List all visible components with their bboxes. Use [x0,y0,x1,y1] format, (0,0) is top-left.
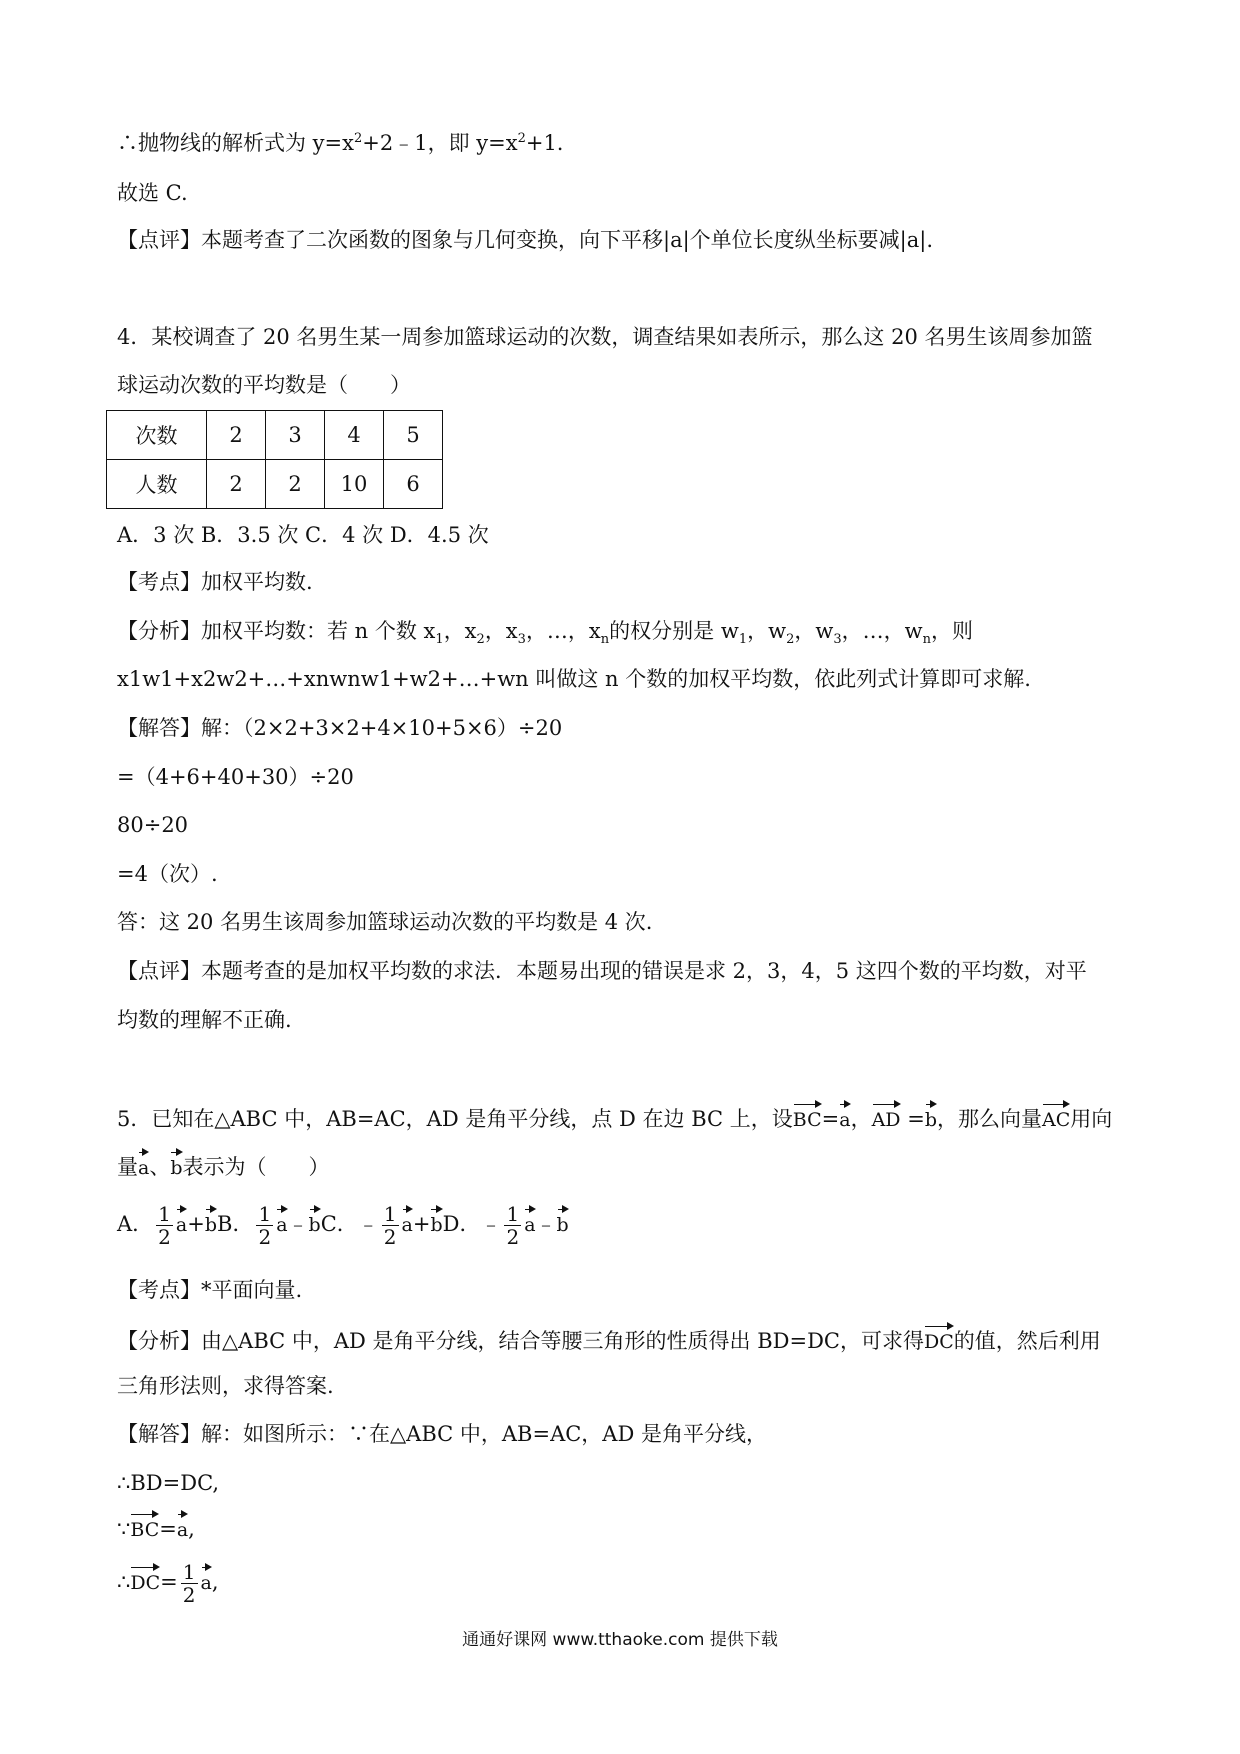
table-cell: 2 [207,460,266,509]
vector-a: a [524,1205,535,1235]
vector-b: b [557,1205,569,1235]
vector-bc: BC [793,1100,822,1130]
vector-bc: BC [130,1510,159,1540]
fraction-half: $\frac{1}{2}$ [182,1560,196,1607]
vector-a: a [402,1205,413,1235]
q5-fenxi-line2: 三角形法则，求得答案. [117,1374,334,1398]
vector-b: b [430,1205,442,1235]
q4-jieda-line3: 80÷20 [117,813,189,837]
vector-ac: AC [1042,1100,1070,1130]
q4-jieda-line4: =4（次）. [117,862,218,886]
q5-jieda-line4: ∴DC= $\frac{1}{2}$ a, [117,1560,219,1607]
q4-comment-line1: 【点评】本题考查的是加权平均数的求法．本题易出现的错误是求 2，3，4，5 这四个数的平均数，对平 [117,959,1087,983]
table-cell: 2 [207,411,266,460]
q4-jieda-line1: 【解答】解：（2×2+3×2+4×10+5×6）÷20 [117,716,563,740]
q5-stem-line1: 5．已知在△ABC 中，AB=AC，AD 是角平分线，点 D 在边 BC 上，设BC=a，AD =b，那么向量AC用向 [117,1100,1112,1134]
table-cell: 3 [266,411,325,460]
q4-answer: 答：这 20 名男生该周参加篮球运动次数的平均数是 4 次. [117,910,653,934]
fraction-half: $\frac{1}{2}$ [158,1202,171,1249]
vector-b: b [170,1148,182,1178]
q4-comment-line2: 均数的理解不正确. [117,1008,292,1032]
table-cell: 次数 [107,411,207,460]
q4-stem-line2: 球运动次数的平均数是（ ） [117,373,411,397]
q5-jieda-line3: ∵BC=a, [117,1510,195,1544]
vector-b: b [205,1205,217,1235]
table-cell: 人数 [107,460,207,509]
q4-options: A．3 次 B．3.5 次 C．4 次 D．4.5 次 [117,523,489,547]
q4-fenxi-line1: 【分析】加权平均数：若 n 个数 $x_1$，$x_2$，$x_3$，…，$x_n$的权分别是 $w_1$，$w_2$，$w_3$，…，$w_n$，则 [117,619,973,648]
vector-b: b [309,1205,321,1235]
q5-kaodian: 【考点】*平面向量. [117,1278,303,1302]
q3-comment: 【点评】本题考查了二次函数的图象与几何变换，向下平移|a|个单位长度纵坐标要减|a|. [117,228,934,252]
table-cell: 10 [325,460,384,509]
table-cell: 2 [266,460,325,509]
vector-a: a [176,1205,187,1235]
q5-options: A． $\frac{1}{2}$ a+bB． $\frac{1}{2}$ a﹣bC．﹣ $\frac{1}{2}$ a+bD．﹣ $\frac{1}{2}$ a﹣b [117,1202,569,1249]
table-cell: 4 [325,411,384,460]
vector-a: a [201,1563,212,1593]
q4-data-table [106,410,443,509]
q5-stem-line2: 量a、b表示为（ ） [117,1148,330,1182]
vector-dc: DC [924,1322,954,1352]
vector-ad: AD [872,1100,901,1130]
page-footer: 通通好课网 www.tthaoke.com 提供下载 [462,1630,778,1650]
vector-a: a [276,1205,287,1235]
q5-jieda-line1: 【解答】解：如图所示：∵在△ABC 中，AB=AC，AD 是角平分线， [117,1422,767,1446]
table-row [107,411,443,460]
q4-kaodian: 【考点】加权平均数. [117,570,313,594]
vector-a: a [138,1148,149,1178]
fraction-half: $\frac{1}{2}$ [506,1202,520,1249]
vector-dc: DC [130,1563,160,1593]
vector-a: a [839,1100,850,1130]
q4-stem-line1: 4．某校调查了 20 名男生某一周参加篮球运动的次数，调查结果如表所示，那么这 20 名男生该周参加篮 [117,325,1093,349]
q4-fenxi-line2: x1w1+x2w2+…+xnwnw1+w2+…+wn 叫做这 n 个数的加权平均数，依此列式计算即可求解. [117,667,1031,691]
fraction-half: $\frac{1}{2}$ [258,1202,272,1249]
q3-choice: 故选 C. [117,181,188,205]
q5-fenxi-line1: 【分析】由△ABC 中，AD 是角平分线，结合等腰三角形的性质得出 BD=DC，可求得DC的值，然后利用 [117,1322,1101,1356]
table-row [107,460,443,509]
vector-a: a [177,1510,188,1540]
q4-jieda-line2: =（4+6+40+30）÷20 [117,765,354,789]
fraction-half: $\frac{1}{2}$ [383,1202,397,1249]
q5-jieda-line2: ∴BD=DC, [117,1471,220,1495]
vector-b: b [925,1100,937,1130]
table-cell: 5 [384,411,443,460]
table-cell: 6 [384,460,443,509]
q3-result-line: ∴抛物线的解析式为 $y=x^2+2﹣1$，即 $y=x^2+1$. [117,131,564,155]
